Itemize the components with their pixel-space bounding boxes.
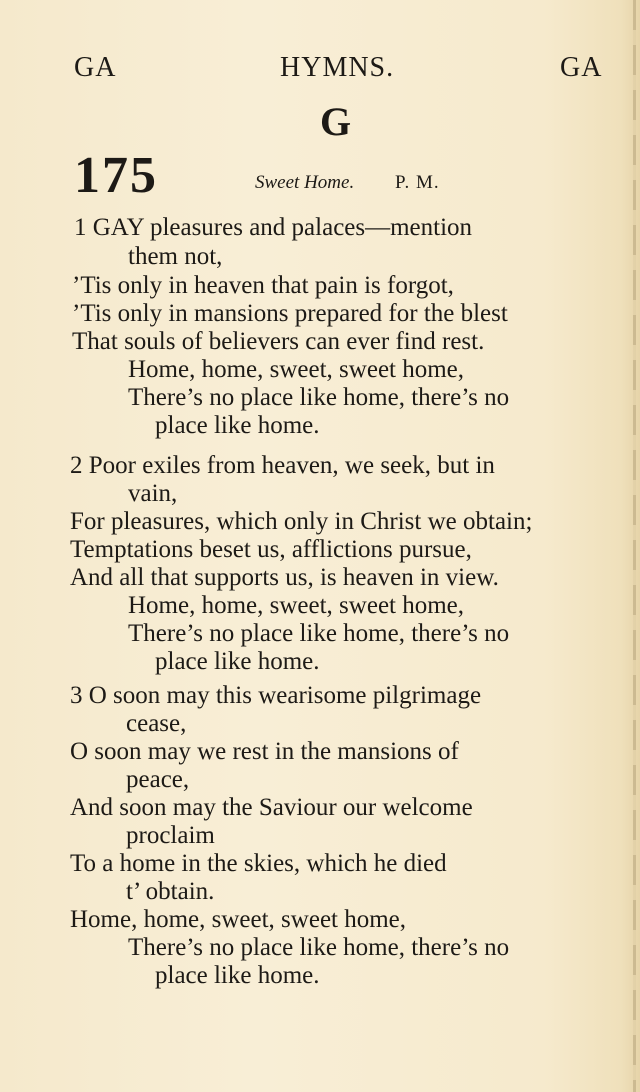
verse-1-line-2: them not, <box>128 243 223 270</box>
verse-1-line-4: ’Tis only in mansions prepared for the blest <box>72 300 508 327</box>
hymn-tune: Sweet Home. <box>255 172 355 193</box>
verse-2-refrain-1: Home, home, sweet, sweet home, <box>128 592 465 619</box>
verse-2-line-3: For pleasures, which only in Christ we obtain; <box>70 508 533 535</box>
verse-3-line-2: cease, <box>126 710 187 737</box>
verse-1-refrain-2: There’s no place like home, there’s no <box>128 384 510 411</box>
hymn-meter: P. M. <box>395 172 440 193</box>
verse-3-refrain-1: Home, home, sweet, sweet home, <box>70 906 407 933</box>
verse-3-line-1: 3 O soon may this wearisome pilgrimage <box>70 682 482 709</box>
verse-2-line-2: vain, <box>128 480 178 507</box>
verse-3-line-5: And soon may the Saviour our welcome <box>70 794 473 821</box>
verse-3-refrain-3: place like home. <box>155 962 320 989</box>
verse-1-line-3: ’Tis only in heaven that pain is forgot, <box>72 272 454 299</box>
verse-1-refrain-1: Home, home, sweet, sweet home, <box>128 356 465 383</box>
verse-1-line-1: 1 GAY pleasures and palaces—mention <box>74 214 473 241</box>
running-head-left: GA <box>74 52 117 83</box>
verse-3-line-7: To a home in the skies, which he died <box>70 850 447 877</box>
verse-3-line-4: peace, <box>126 766 190 793</box>
verse-1-line-5: That souls of believers can ever find rest. <box>72 328 485 355</box>
running-head-title: HYMNS. <box>280 52 395 83</box>
verse-2-line-1: 2 Poor exiles from heaven, we seek, but in <box>70 452 495 479</box>
verse-2-refrain-2: There’s no place like home, there’s no <box>128 620 510 647</box>
verse-1-refrain-3: place like home. <box>155 412 320 439</box>
verse-3-line-8: t’ obtain. <box>126 878 215 905</box>
verse-3-line-3: O soon may we rest in the mansions of <box>70 738 459 765</box>
verse-3-line-6: proclaim <box>126 822 215 849</box>
verse-3-refrain-2: There’s no place like home, there’s no <box>128 934 510 961</box>
section-letter: G <box>320 99 352 144</box>
hymn-number: 175 <box>74 147 158 204</box>
verse-2-line-4: Temptations beset us, afflictions pursue, <box>70 536 472 563</box>
page-edge <box>633 0 636 1092</box>
verse-2-line-5: And all that supports us, is heaven in view. <box>70 564 499 591</box>
running-head-right: GA <box>560 52 603 83</box>
verse-2-refrain-3: place like home. <box>155 648 320 675</box>
